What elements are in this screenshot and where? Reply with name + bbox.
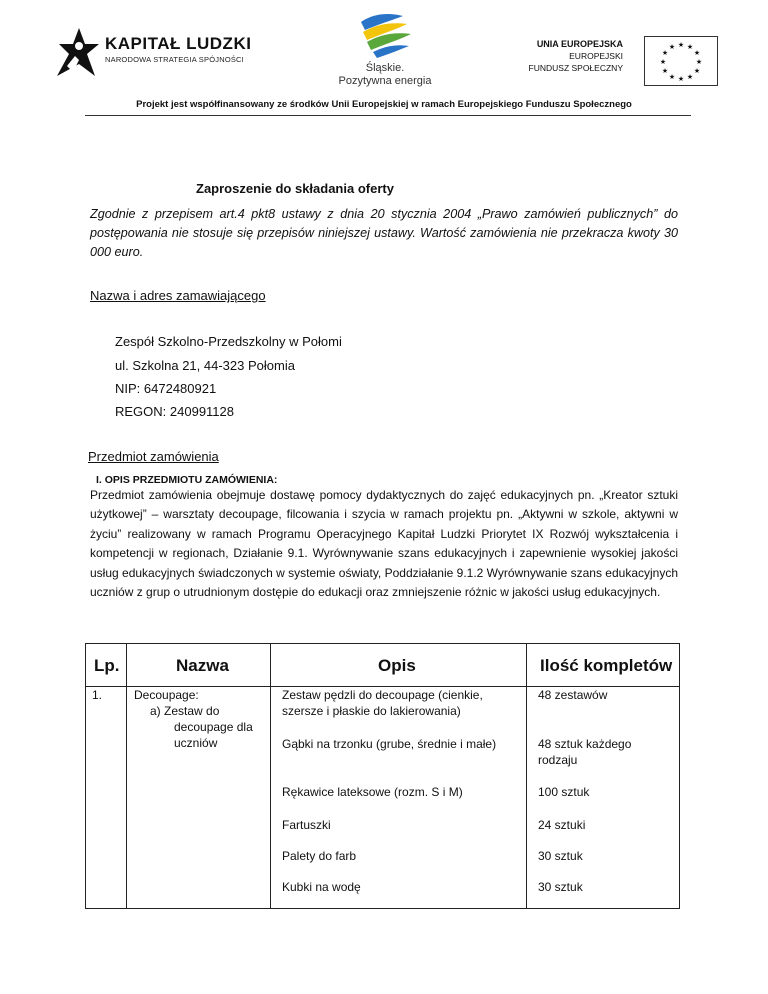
address-name: Zespół Szkolno-Przedszkolny w Połomi (115, 334, 342, 349)
header-nazwa: Nazwa (176, 656, 229, 675)
items-table (85, 643, 680, 909)
header-divider (85, 115, 691, 116)
item-ilosc: 48 zestawów (538, 688, 608, 702)
eu-flag-icon (644, 36, 718, 86)
row-nazwa-line4: uczniów (174, 736, 218, 750)
item-opis: Kubki na wodę (282, 880, 361, 894)
table-col-divider (526, 644, 527, 908)
table-header-divider (86, 686, 679, 687)
slaskie-logo (330, 10, 440, 87)
cofinancing-note: Projekt jest współfinansowany ze środków Unii Europejskiej w ramach Europejskiego Funduszu Społecznego (136, 99, 632, 110)
svg-text:★: ★ (661, 49, 669, 57)
slaskie-wave-icon (357, 10, 413, 60)
kapital-ludzki-title: KAPITAŁ LUDZKI (105, 34, 252, 53)
page-header (0, 0, 768, 118)
opis-paragraph: Przedmiot zamówienia obejmuje dostawę pomocy dydaktycznych do zajęć edukacyjnych pn. „Kreator sztuki użytkowej” – warsztaty decoupage, filcowania i szycia w ramach projektu pn. „Aktywni w szkole, aktywni w życiu” realizowany w ramach Programu Operacyjnego Kapitał Ludzki Priorytet IX Rozwój wykształcenia i kompetencji w regionach, Działanie 9.1. Wyrównywanie szans edukacyjnych i zapewnienie wysokiej jakości usług edukacyjnych świadczonych w systemie oświaty, Poddziałanie 9.1.2 Wyrównywanie szans edukacyjnych uczniów z grup o utrudnionym dostępie do edukacji oraz zmniejszenie różnic w jakości usług edukacyjnych. (90, 488, 678, 600)
address-street: ul. Szkolna 21, 44-323 Połomia (115, 358, 295, 373)
svg-text:★: ★ (661, 67, 669, 75)
svg-text:★: ★ (659, 58, 667, 66)
svg-text:★: ★ (668, 43, 676, 51)
svg-text:★: ★ (677, 75, 685, 83)
address-regon: REGON: 240991128 (115, 404, 234, 419)
header-ilosc: Ilość kompletów (540, 656, 673, 675)
eu-text (529, 38, 623, 74)
table-col-divider (270, 644, 271, 908)
document-title: Zaproszenie do składania oferty (196, 181, 394, 196)
svg-text:★: ★ (693, 67, 701, 75)
svg-text:★: ★ (677, 41, 685, 49)
opis-heading: I. OPIS PRZEDMIOTU ZAMÓWIENIA: (96, 474, 278, 486)
slaskie-name: Śląskie. (365, 62, 405, 74)
item-opis: Gąbki na trzonku (grube, średnie i małe) (282, 737, 497, 751)
intro-paragraph: Zgodnie z przepisem art.4 pkt8 ustawy z dnia 20 stycznia 2004 „Prawo zamówień publicznych” do postępowania nie stosuje się przepisów niniejszej ustawy. Wartość zamówienia nie przekracza kwoty 30 000 euro. (90, 207, 678, 259)
item-opis: Palety do farb (282, 849, 357, 863)
item-opis: Rękawice lateksowe (rozm. S i M) (282, 785, 463, 799)
row-lp: 1. (92, 688, 103, 702)
slaskie-slogan: Pozytywna energia (338, 75, 432, 87)
svg-text:★: ★ (668, 73, 676, 81)
kapital-ludzki-star-icon (55, 26, 101, 78)
item-ilosc: 100 sztuk (538, 785, 590, 799)
item-ilosc: 48 sztuk każdego rodzaju (538, 737, 632, 767)
subject-heading: Przedmiot zamówienia (88, 449, 219, 464)
kapital-ludzki-subtitle: NARODOWA STRATEGIA SPÓJNOŚCI (105, 55, 244, 64)
item-ilosc: 30 sztuk (538, 849, 583, 863)
contractor-heading: Nazwa i adres zamawiającego (90, 288, 266, 303)
row-nazwa-line3: decoupage dla (174, 720, 253, 734)
eu-line-1: UNIA EUROPEJSKA (536, 39, 623, 49)
item-ilosc: 30 sztuk (538, 880, 583, 894)
row-nazwa-line2: a) Zestaw do (150, 704, 220, 718)
table-col-divider (126, 644, 127, 908)
row-nazwa-line1: Decoupage: (134, 688, 199, 702)
header-opis: Opis (378, 656, 416, 675)
svg-text:★: ★ (686, 73, 694, 81)
item-opis: Fartuszki (282, 818, 331, 832)
eu-line-3: FUNDUSZ SPOŁECZNY (528, 63, 623, 73)
svg-text:★: ★ (695, 58, 703, 66)
item-opis: Zestaw pędzli do decoupage (cienkie, szersze i płaskie do lakierowania) (282, 688, 483, 718)
kapital-ludzki-logo (55, 26, 265, 76)
eu-line-2: EUROPEJSKI (569, 51, 623, 61)
svg-text:★: ★ (693, 49, 701, 57)
header-lp: Lp. (94, 656, 120, 675)
svg-text:★: ★ (686, 43, 694, 51)
item-ilosc: 24 sztuki (538, 818, 586, 832)
address-nip: NIP: 6472480921 (115, 381, 217, 396)
